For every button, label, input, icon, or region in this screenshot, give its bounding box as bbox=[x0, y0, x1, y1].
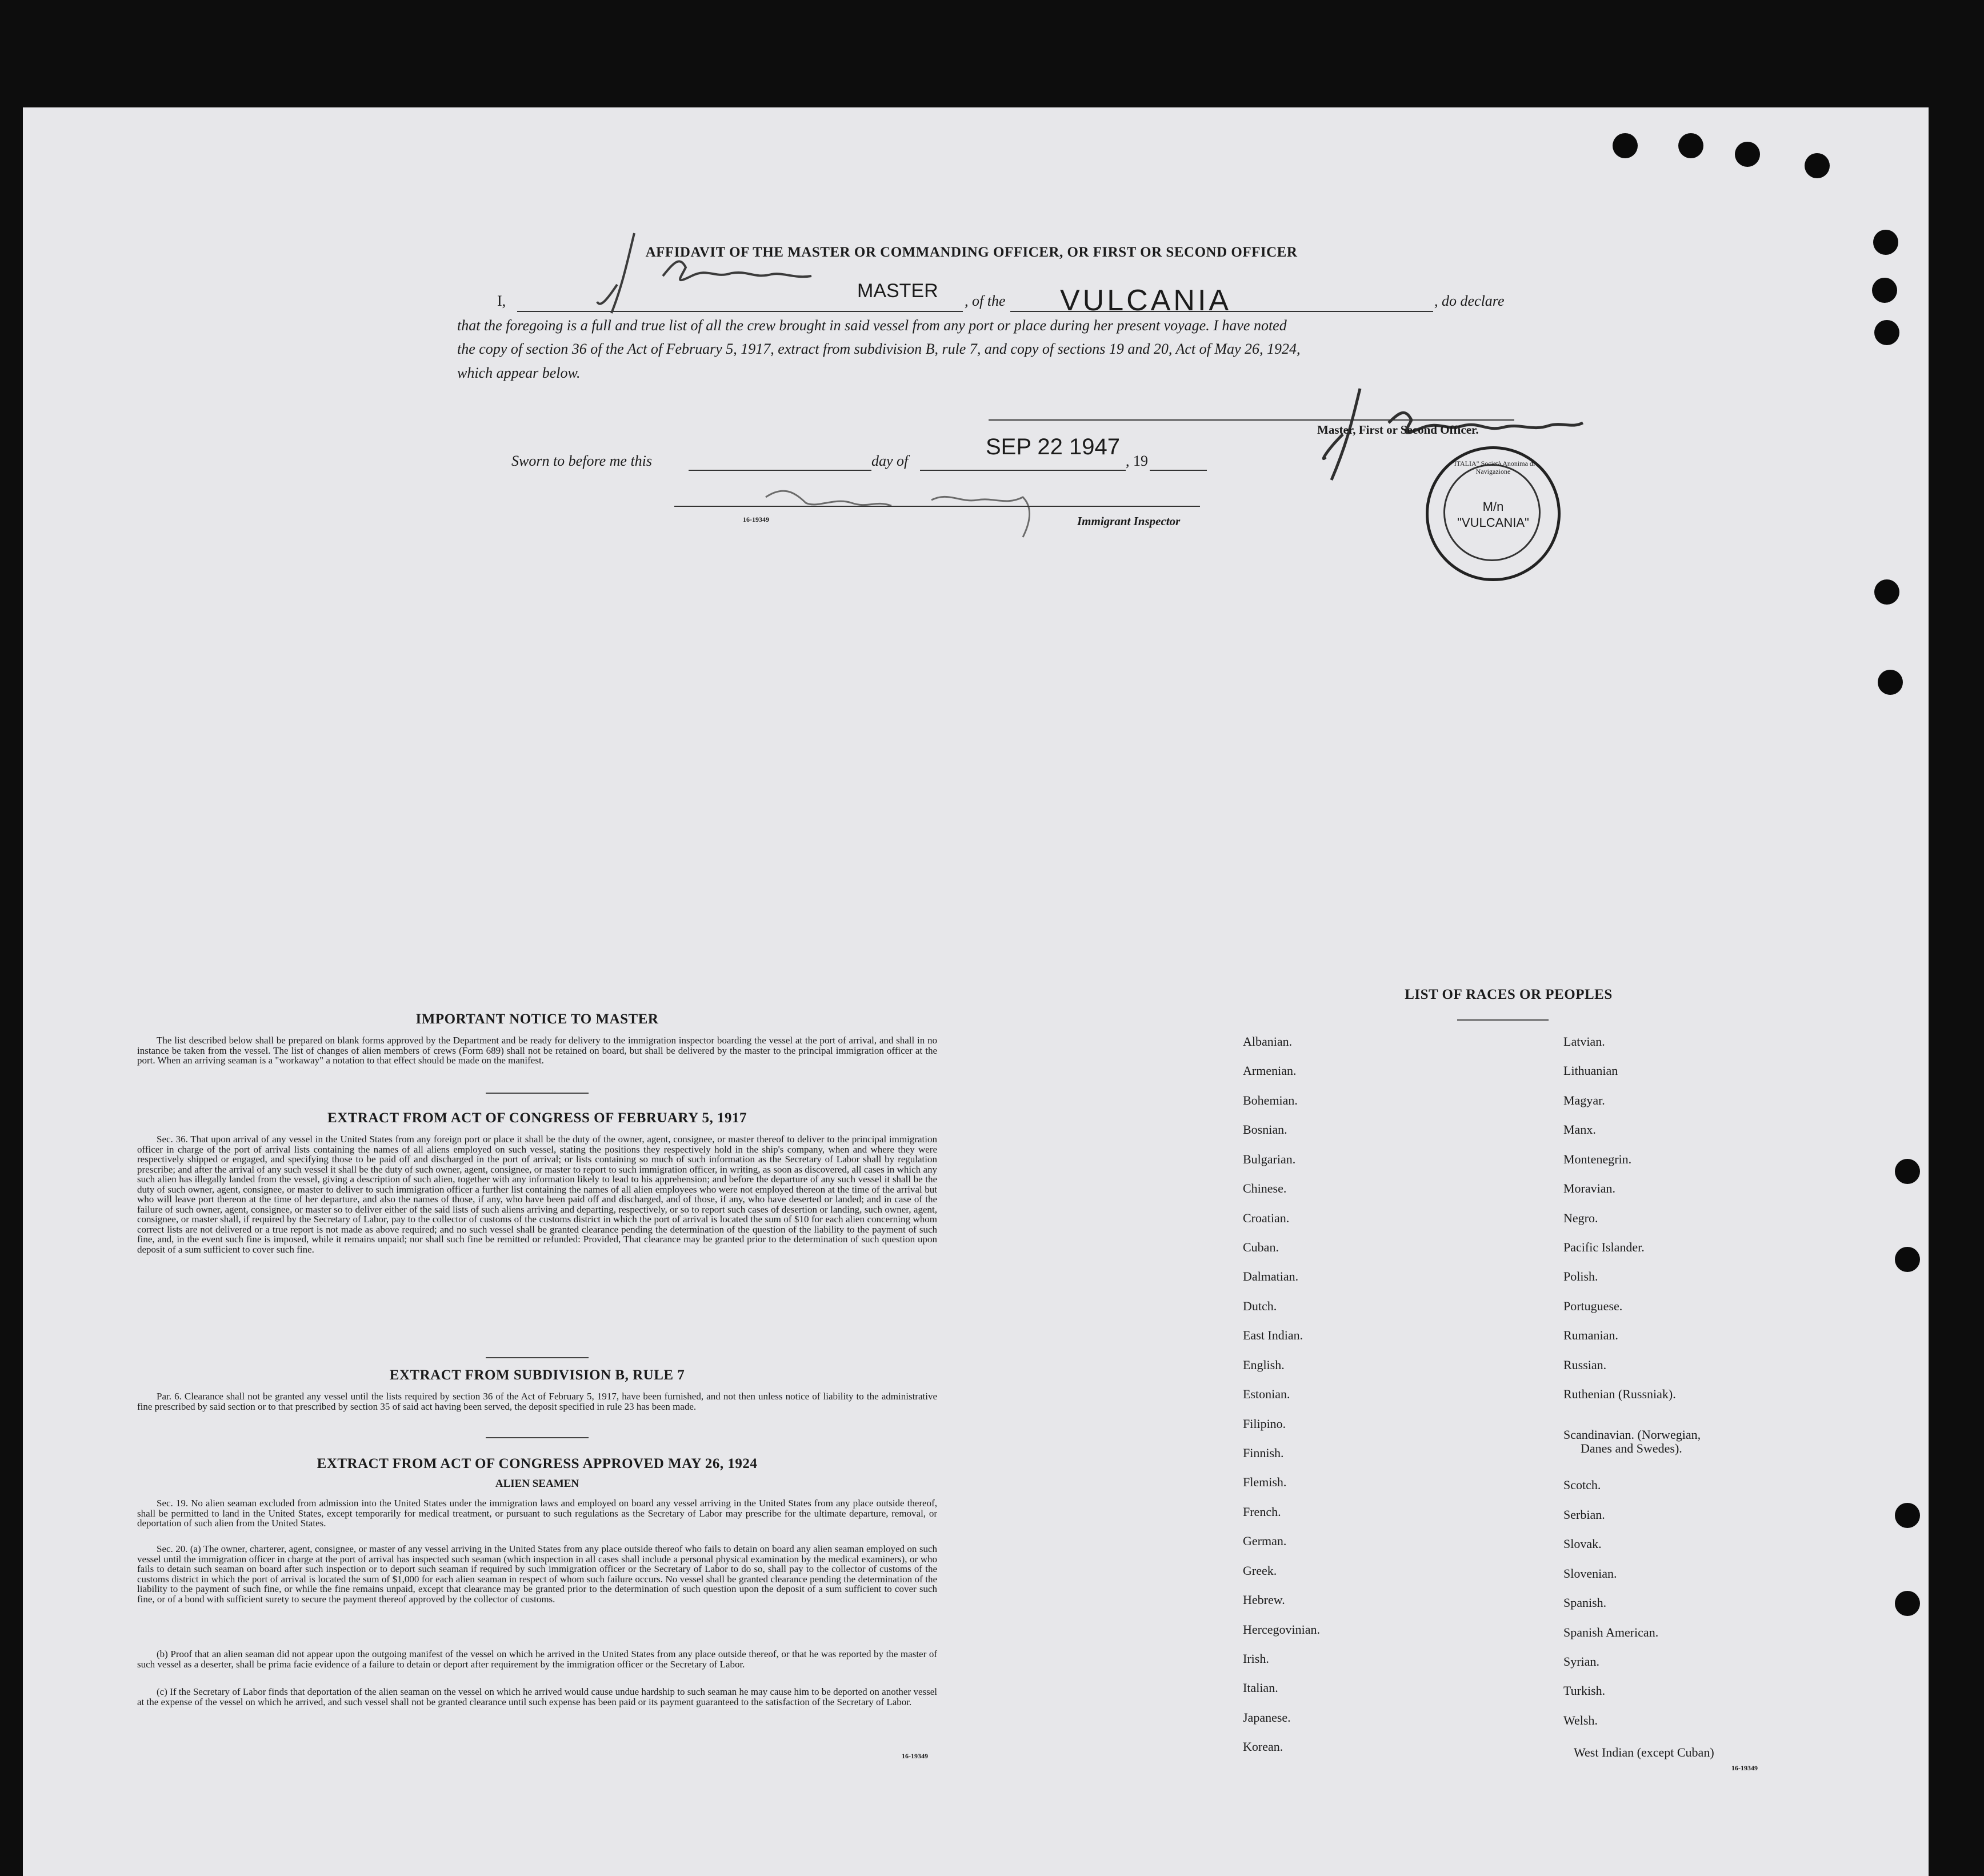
inspector-caption: Immigrant Inspector bbox=[1077, 514, 1181, 528]
race-item: French. bbox=[1243, 1505, 1281, 1519]
race-item: Latvian. bbox=[1563, 1034, 1605, 1049]
of-the-label: , of the bbox=[965, 293, 1006, 309]
stamp-line-2: "VULCANIA" bbox=[1457, 515, 1529, 530]
declaration-line-3: which appear below. bbox=[457, 365, 581, 381]
race-item: East Indian. bbox=[1243, 1328, 1303, 1342]
punch-hole bbox=[1874, 320, 1899, 345]
race-item: Hebrew. bbox=[1243, 1593, 1285, 1607]
race-item: Dalmatian. bbox=[1243, 1269, 1299, 1283]
race-item: Polish. bbox=[1563, 1269, 1598, 1283]
stamp-line-1: M/n bbox=[1482, 499, 1504, 514]
extract-1924-sec20b: (b) Proof that an alien seaman did not appear upon the outgoing manifest of the vessel on which he arrived in the United States from any place outside thereof, or that he was reported by the master of such vessel as a deserter, shall be prima facie evidence of a failure to detain or deport after requirement by the immigration officer or the Secretary of Labor. bbox=[137, 1649, 937, 1670]
race-item: Greek. bbox=[1243, 1563, 1277, 1578]
extract-1924-sec20a: Sec. 20. (a) The owner, charterer, agent, consignee, or master of any vessel arriving in the United States from any place outside thereof who fails to detain on board any alien seaman employed on such vessel until the immigration officer in charge at the port of arrival has inspected such seaman (which inspection in all cases shall include a personal physical examination by the medical examiners), or who fails to detain such seaman on board after such inspection or to deport such seaman if required by such immigration officer or the Secretary of Labor to do so, shall pay to the collector of customs of the customs district in which the port of arrival is located the sum of $1,000 for each alien seaman in respect of whom such failure occurs. No vessel shall be granted clearance pending the determination of the liability to the payment of such fine, or while the fine remains unpaid, except that clearance may be granted prior to the determination of such question upon the deposit of a sum sufficient to cover such fine, or of a bond with sufficient surety to secure the payment thereof approved by the collector of customs. bbox=[137, 1543, 937, 1605]
race-item: Ruthenian (Russniak). bbox=[1563, 1387, 1676, 1401]
extract-1924-sec20c: (c) If the Secretary of Labor finds that deportation of the alien seaman on the vessel on which he arrived would cause undue hardship to such seaman he may cause him to be deported on another vessel at the expense of the vessel on which he arrived, and such vessel shall not be granted clearance until such expense has been paid or its payment guaranteed to the satisfaction of the Secretary of Labor. bbox=[137, 1686, 937, 1707]
sworn-month-line bbox=[920, 470, 1126, 471]
inspector-signature bbox=[760, 474, 1057, 543]
extract-1924-form-number: 16-19349 bbox=[902, 1752, 928, 1760]
punch-hole bbox=[1873, 230, 1898, 255]
race-item: Rumanian. bbox=[1563, 1328, 1618, 1342]
punch-hole bbox=[1895, 1591, 1920, 1616]
master-name-signature bbox=[594, 222, 846, 319]
race-item: Scandinavian. (Norwegian, bbox=[1563, 1427, 1701, 1442]
race-item: Slovak. bbox=[1563, 1537, 1602, 1551]
race-item: West Indian (except Cuban) bbox=[1574, 1745, 1714, 1759]
signer-caption: Master, First or Second Officer. bbox=[1317, 423, 1479, 437]
punch-hole bbox=[1678, 133, 1703, 158]
divider bbox=[486, 1093, 589, 1094]
extract-1924-subheading: ALIEN SEAMEN bbox=[495, 1478, 579, 1490]
race-item: Moravian. bbox=[1563, 1181, 1616, 1195]
race-item: Armenian. bbox=[1243, 1063, 1297, 1078]
race-item: Lithuanian bbox=[1563, 1063, 1618, 1078]
race-item: Finnish. bbox=[1243, 1446, 1284, 1460]
race-item: German. bbox=[1243, 1534, 1287, 1548]
race-item: Croatian. bbox=[1243, 1211, 1290, 1225]
position-value: MASTER bbox=[857, 280, 938, 302]
punch-hole bbox=[1735, 142, 1760, 167]
race-item: Syrian. bbox=[1563, 1654, 1599, 1669]
race-item: Flemish. bbox=[1243, 1475, 1287, 1489]
race-item: Bohemian. bbox=[1243, 1093, 1298, 1107]
race-item: Filipino. bbox=[1243, 1417, 1286, 1431]
race-item: Irish. bbox=[1243, 1651, 1269, 1666]
declaration-line-1: that the foregoing is a full and true list of all the crew brought in said vessel from any port or place during her present voyage. I have noted bbox=[457, 317, 1287, 334]
race-item: Albanian. bbox=[1243, 1034, 1293, 1049]
year-prefix: , 19 bbox=[1126, 453, 1148, 469]
race-item: Negro. bbox=[1563, 1211, 1598, 1225]
punch-hole bbox=[1895, 1503, 1920, 1528]
races-heading: LIST OF RACES OR PEOPLES bbox=[1405, 987, 1613, 1002]
extract-1924-heading: EXTRACT FROM ACT OF CONGRESS APPROVED MAY 26, 1924 bbox=[317, 1456, 758, 1471]
extract-1924-sec19: Sec. 19. No alien seaman excluded from admission into the United States under the immigration laws and employed on board any vessel arriving in the United States from any place outside thereof, shall be permitted to land in the United States, except temporarily for medical treatment, or pursuant to such regulations as the Secretary of Labor may prescribe for the ultimate departure, removal, or deportation of such alien from the United States. bbox=[137, 1498, 937, 1529]
notice-text: The list described below shall be prepared on blank forms approved by the Department and be ready for delivery to the immigration inspector boarding the vessel at the port of arrival, and shall in no instance be taken from the vessel. The list of changes of alien members of crews (Form 689) shall not be retained on board, but shall be delivered by the master to the principal immigration officer at the port. When an arriving seaman is a "workaway" a notation to that effect should be made on the manifest. bbox=[137, 1035, 937, 1066]
punch-hole bbox=[1805, 153, 1830, 178]
sworn-day-line bbox=[689, 470, 871, 471]
sworn-year-line bbox=[1150, 470, 1207, 471]
race-item: English. bbox=[1243, 1358, 1285, 1372]
race-item: Slovenian. bbox=[1563, 1566, 1617, 1581]
i-label: I, bbox=[497, 293, 506, 309]
race-item: Bosnian. bbox=[1243, 1122, 1287, 1137]
affidavit-form-number: 16-19349 bbox=[743, 515, 769, 523]
affidavit-title: AFFIDAVIT OF THE MASTER OR COMMANDING OFFICER, OR FIRST OR SECOND OFFICER bbox=[645, 245, 1298, 260]
race-item: Manx. bbox=[1563, 1122, 1596, 1137]
race-item: Danes and Swedes). bbox=[1581, 1441, 1682, 1455]
race-item: Spanish. bbox=[1563, 1595, 1607, 1610]
race-item: Magyar. bbox=[1563, 1093, 1605, 1107]
divider bbox=[486, 1437, 589, 1438]
punch-hole bbox=[1872, 278, 1897, 303]
punch-hole bbox=[1895, 1247, 1920, 1272]
race-item: Serbian. bbox=[1563, 1507, 1605, 1522]
do-declare-label: , do declare bbox=[1434, 293, 1505, 309]
race-item: Bulgarian. bbox=[1243, 1152, 1296, 1166]
race-item: Russian. bbox=[1563, 1358, 1607, 1372]
divider bbox=[1457, 1019, 1549, 1021]
stamp-outer-text: "ITALIA" Società Anonima di Navigazione bbox=[1451, 459, 1535, 475]
extract-1917-heading: EXTRACT FROM ACT OF CONGRESS OF FEBRUARY 5, 1917 bbox=[327, 1110, 747, 1126]
race-item: Cuban. bbox=[1243, 1240, 1279, 1254]
extract-1917-text: Sec. 36. That upon arrival of any vessel in the United States from any foreign port or place it shall be the duty of the owner, agent, consignee, or master thereof to deliver to the principal immigration officer in charge of the port of arrival lists containing the names of all aliens employed on such vessel, stating the positions they respectively hold in the ship's company, when and where they were respectively shipped or engaged, and specifying those to be paid off and discharged in the port of arrival; or lists containing so much of such information as the Secretary of Labor shall by regulation prescribe; and after the arrival of any such vessel it shall be the duty of such owner, agent, consignee, or master to report to such immigration officer, in writing, as soon as discovered, all cases in which any such alien has illegally landed from the vessel, giving a description of such alien, together with any information likely to lead to his apprehension; and before the departure of any such vessel it shall be the duty of such owner, agent, consignee, or master to deliver to such immigration officer a further list containing the names of all alien employees who were not employed thereon at the time of the arrival but who will leave port thereon at the time of her departure, and also the names of those, if any, who have been paid off and discharged, and of those, if any, who have deserted or landed; and in case of the failure of such owner, agent, consignee, or master so to deliver either of the said lists of such aliens arriving and departing, respectively, or so to report such cases of desertion or landing, such owner, agent, consignee, or master shall, if required by the Secretary of Labor, pay to the collector of customs of the customs district in which the port of arrival is located the sum of $10 for each alien concerning whom correct lists are not delivered or a true report is not made as above required; and no such vessel shall be granted clearance pending the determination of the question of the liability to the payment of such fine, and, in the event such fine is imposed, while it remains unpaid; nor shall such fine be remitted or refunded: Provided, That clearance may be granted prior to the determination of such question upon deposit of a sum sufficient to cover such fine. bbox=[137, 1134, 937, 1255]
company-stamp bbox=[1426, 446, 1561, 581]
punch-hole bbox=[1874, 579, 1899, 605]
punch-hole bbox=[1878, 670, 1903, 695]
day-of-label: day of bbox=[871, 453, 909, 469]
inspector-line bbox=[674, 506, 1200, 507]
notice-heading: IMPORTANT NOTICE TO MASTER bbox=[415, 1011, 659, 1027]
race-item: Japanese. bbox=[1243, 1710, 1291, 1725]
punch-hole bbox=[1895, 1159, 1920, 1184]
race-item: Hercegovinian. bbox=[1243, 1622, 1320, 1637]
race-item: Italian. bbox=[1243, 1681, 1278, 1695]
race-item: Portuguese. bbox=[1563, 1299, 1623, 1313]
race-item: Korean. bbox=[1243, 1739, 1283, 1754]
extract-rule7-text: Par. 6. Clearance shall not be granted any vessel until the lists required by section 36 of the Act of February 5, 1917, have been furnished, and not then unless notice of liability to the administrative fine prescribed by said section or to that prescribed by section 35 of said act having been served, the deposit specified in rule 23 has been made. bbox=[137, 1391, 937, 1412]
race-item: Welsh. bbox=[1563, 1713, 1598, 1727]
race-item: Turkish. bbox=[1563, 1683, 1606, 1698]
extract-rule7-heading: EXTRACT FROM SUBDIVISION B, RULE 7 bbox=[389, 1367, 685, 1383]
vessel-name: VULCANIA bbox=[1060, 284, 1232, 317]
date-stamp: SEP 22 1947 bbox=[986, 434, 1121, 459]
race-item: Scotch. bbox=[1563, 1478, 1601, 1492]
race-item: Estonian. bbox=[1243, 1387, 1290, 1401]
race-item: Dutch. bbox=[1243, 1299, 1277, 1313]
race-item: Montenegrin. bbox=[1563, 1152, 1632, 1166]
race-item: Spanish American. bbox=[1563, 1625, 1659, 1639]
declaration-line-2: the copy of section 36 of the Act of February 5, 1917, extract from subdivision B, rule 7, and copy of sections 19 and 20, Act of May 26, 1924, bbox=[457, 341, 1301, 357]
divider bbox=[486, 1357, 589, 1358]
race-item: Pacific Islander. bbox=[1563, 1240, 1645, 1254]
races-form-number: 16-19349 bbox=[1731, 1764, 1758, 1772]
race-item: Chinese. bbox=[1243, 1181, 1287, 1195]
punch-hole bbox=[1613, 133, 1638, 158]
sworn-label: Sworn to before me this bbox=[511, 453, 653, 469]
